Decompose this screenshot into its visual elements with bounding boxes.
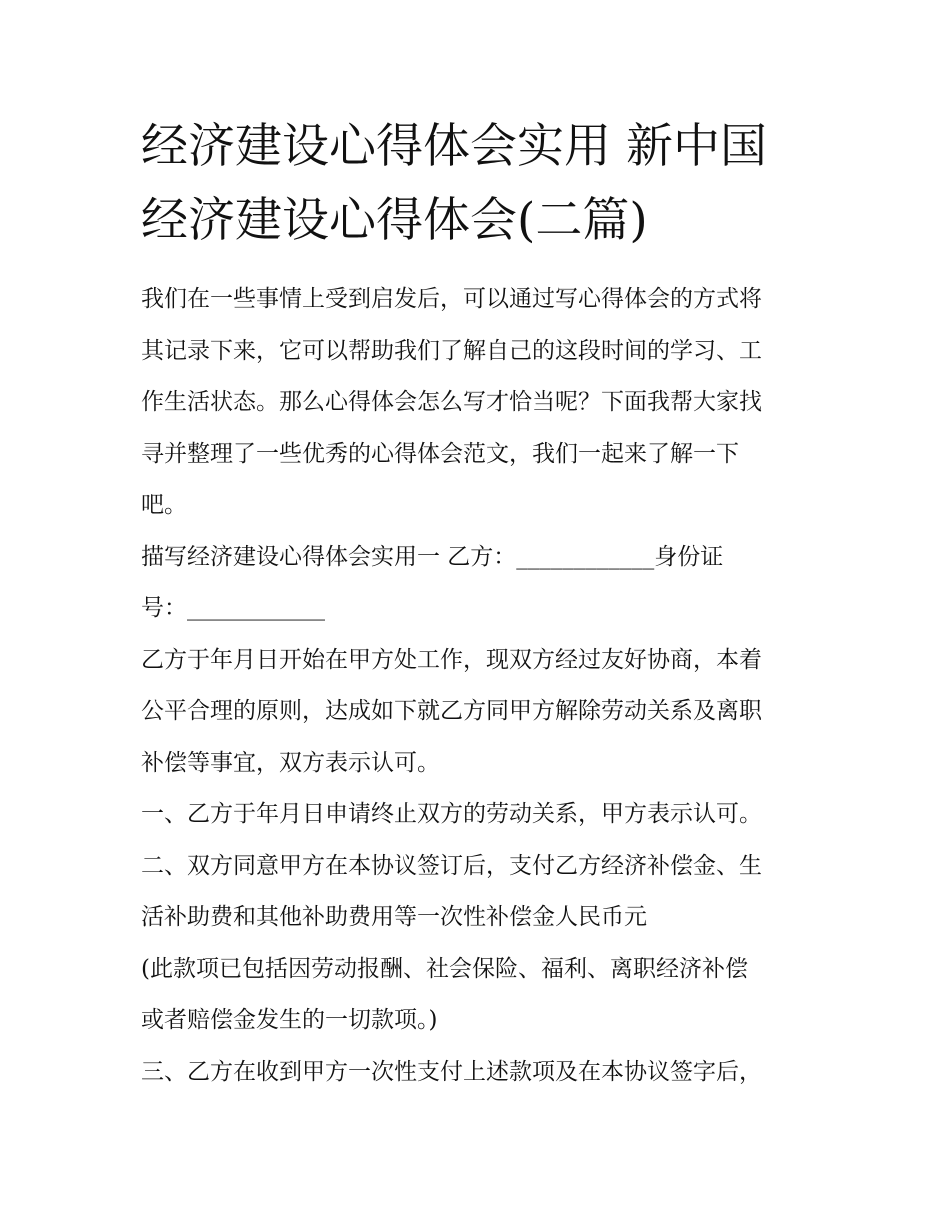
text-line: 一、乙方于年月日申请终止双方的劳动关系，甲方表示认可。 (141, 801, 762, 827)
text-line: 我们在一些事情上受到启发后，可以通过写心得体会的方式将 (141, 286, 762, 312)
text-line: 描写经济建设心得体会实用一 乙方：____________身份证 (141, 543, 724, 570)
clause-two-note (141, 944, 821, 1047)
clause-two (141, 841, 821, 944)
text-line: 公平合理的原则，达成如下就乙方同甲方解除劳动关系及离职 (141, 698, 762, 724)
title-line: 经济建设心得体会实用 新中国 (141, 119, 767, 174)
text-line: 号：____________ (141, 595, 325, 621)
text-line: 吧。 (141, 492, 187, 518)
document-body (141, 274, 821, 1098)
text-line: 乙方于年月日开始在甲方处工作，现双方经过友好协商，本着 (141, 646, 762, 673)
text-line: 其记录下来，它可以帮助我们了解自己的这段时间的学习、工 (141, 337, 762, 364)
text-line: 活补助费和其他补助费用等一次性补偿金人民币元 (141, 904, 647, 930)
text-line: (此款项已包括因劳动报酬、社会保险、福利、离职经济补偿 (141, 955, 748, 982)
identity-paragraph (141, 532, 821, 635)
text-line: 作生活状态。那么心得体会怎么写才恰当呢？下面我帮大家找 (141, 389, 762, 415)
text-line: 二、双方同意甲方在本协议签订后，支付乙方经济补偿金、生 (141, 852, 762, 879)
clause-three (141, 1047, 821, 1099)
agreement-paragraph (141, 635, 821, 790)
text-line: 补偿等事宜，双方表示认可。 (141, 749, 440, 776)
text-line: 或者赔偿金发生的一切款项。) (141, 1007, 438, 1033)
intro-paragraph (141, 274, 821, 532)
document-title (141, 110, 821, 258)
title-line: 经济建设心得体会(二篇) (141, 193, 648, 248)
document-page (141, 110, 821, 1098)
text-line: 寻并整理了一些优秀的心得体会范文，我们一起来了解一下 (141, 440, 739, 467)
clause-one (141, 789, 821, 841)
text-line: 三、乙方在收到甲方一次性支付上述款项及在本协议签字后， (141, 1058, 762, 1085)
